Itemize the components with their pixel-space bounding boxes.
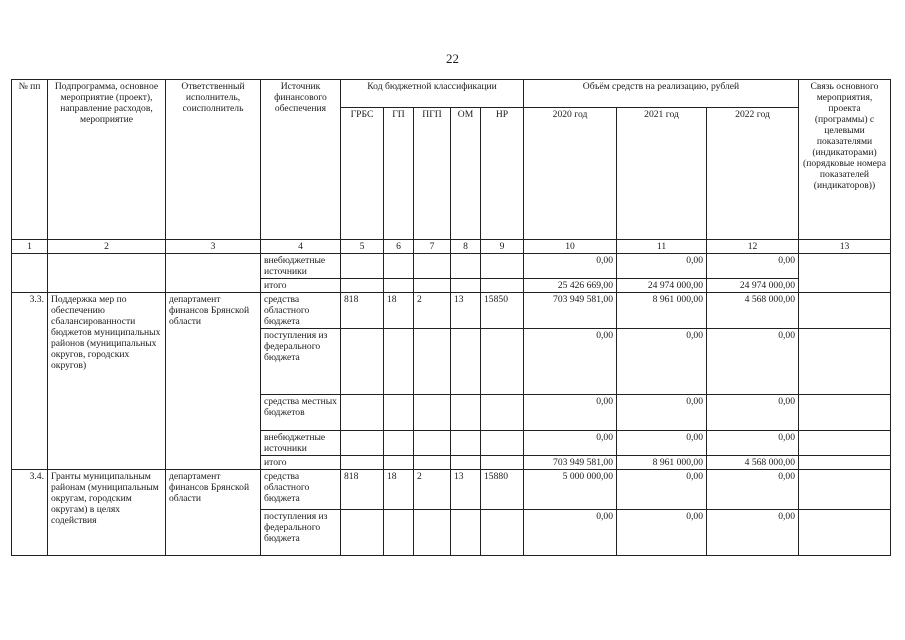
cell-empty bbox=[451, 254, 481, 279]
column-number: 9 bbox=[481, 240, 524, 254]
source-cell: итого bbox=[261, 456, 341, 470]
cell-empty bbox=[48, 254, 166, 293]
amount-2020: 0,00 bbox=[524, 395, 617, 431]
budget-table bbox=[11, 79, 891, 556]
source-cell: внебюджетные источники bbox=[261, 431, 341, 456]
amount-2020: 0,00 bbox=[524, 254, 617, 279]
cell-empty bbox=[166, 254, 261, 293]
cell-empty bbox=[481, 395, 524, 431]
pgp-cell: 2 bbox=[414, 293, 451, 329]
cell-empty bbox=[384, 456, 414, 470]
source-cell: средства местных бюджетов bbox=[261, 395, 341, 431]
cell-empty bbox=[384, 395, 414, 431]
cell-empty bbox=[341, 510, 384, 556]
gp-cell: 18 bbox=[384, 293, 414, 329]
source-cell: поступления из федерального бюджета bbox=[261, 510, 341, 556]
header-gp: ГП bbox=[384, 108, 414, 240]
amount-2022: 4 568 000,00 bbox=[707, 293, 799, 329]
grbs-cell: 818 bbox=[341, 470, 384, 510]
amount-2020: 25 426 669,00 bbox=[524, 279, 617, 293]
cell-empty bbox=[414, 510, 451, 556]
cell-empty bbox=[384, 329, 414, 395]
cell-empty bbox=[451, 279, 481, 293]
cell-empty bbox=[414, 456, 451, 470]
amount-2021: 8 961 000,00 bbox=[617, 456, 707, 470]
responsible-cell: департамент финансов Брянской области bbox=[166, 293, 261, 470]
link-cell bbox=[799, 431, 891, 456]
header-year-2022: 2022 год bbox=[707, 108, 799, 240]
cell-empty bbox=[12, 254, 48, 293]
amount-2022: 24 974 000,00 bbox=[707, 279, 799, 293]
cell-empty bbox=[481, 431, 524, 456]
cell-empty bbox=[384, 431, 414, 456]
header-col-amount: Объём средств на реализацию, рублей bbox=[524, 80, 799, 108]
header-pgp: ПГП bbox=[414, 108, 451, 240]
responsible-cell: департамент финансов Брянской области bbox=[166, 470, 261, 556]
amount-2022: 0,00 bbox=[707, 431, 799, 456]
header-col-budget-code: Код бюджетной классификации bbox=[341, 80, 524, 108]
link-cell bbox=[799, 456, 891, 470]
table-row bbox=[12, 293, 891, 329]
cell-empty bbox=[451, 329, 481, 395]
amount-2020: 703 949 581,00 bbox=[524, 293, 617, 329]
cell-empty bbox=[414, 279, 451, 293]
amount-2021: 0,00 bbox=[617, 470, 707, 510]
cell-empty bbox=[414, 431, 451, 456]
source-cell: средства областного бюджета bbox=[261, 470, 341, 510]
header-col-no: № пп bbox=[12, 80, 48, 240]
gp-cell: 18 bbox=[384, 470, 414, 510]
row-number: 3.4. bbox=[12, 470, 48, 556]
pgp-cell: 2 bbox=[414, 470, 451, 510]
amount-2020: 5 000 000,00 bbox=[524, 470, 617, 510]
cell-empty bbox=[341, 279, 384, 293]
amount-2022: 0,00 bbox=[707, 329, 799, 395]
amount-2021: 0,00 bbox=[617, 510, 707, 556]
source-cell: средства областного бюджета bbox=[261, 293, 341, 329]
header-nr: НР bbox=[481, 108, 524, 240]
cell-empty bbox=[481, 510, 524, 556]
source-cell: поступления из федерального бюджета bbox=[261, 329, 341, 395]
source-cell: итого bbox=[261, 279, 341, 293]
cell-empty bbox=[451, 456, 481, 470]
table-row bbox=[12, 470, 891, 510]
cell-empty bbox=[799, 254, 891, 293]
om-cell: 13 bbox=[451, 293, 481, 329]
cell-empty bbox=[451, 395, 481, 431]
column-number: 13 bbox=[799, 240, 891, 254]
amount-2020: 0,00 bbox=[524, 431, 617, 456]
column-number: 5 bbox=[341, 240, 384, 254]
header-year-2020: 2020 год bbox=[524, 108, 617, 240]
column-number: 12 bbox=[707, 240, 799, 254]
cell-empty bbox=[414, 395, 451, 431]
cell-empty bbox=[481, 254, 524, 279]
header-col-link: Связь основного мероприятия, проекта (программы) с целевыми показателями (индикаторами) (порядковые номера показателей (индикаторов)) bbox=[799, 80, 891, 240]
header-col-responsible: Ответственный исполнитель, соисполнитель bbox=[166, 80, 261, 240]
cell-empty bbox=[384, 279, 414, 293]
amount-2021: 0,00 bbox=[617, 254, 707, 279]
header-year-2021: 2021 год bbox=[617, 108, 707, 240]
page-number: 22 bbox=[446, 51, 459, 66]
amount-2022: 0,00 bbox=[707, 470, 799, 510]
cell-empty bbox=[341, 329, 384, 395]
om-cell: 13 bbox=[451, 470, 481, 510]
column-number: 7 bbox=[414, 240, 451, 254]
column-number: 11 bbox=[617, 240, 707, 254]
subprogram-name: Поддержка мер по обеспечению сбалансированности бюджетов муниципальных районов (муниципальных округов, городских округов) bbox=[48, 293, 166, 470]
column-number-row bbox=[12, 240, 891, 254]
header-om: ОМ bbox=[451, 108, 481, 240]
amount-2020: 0,00 bbox=[524, 510, 617, 556]
cell-empty bbox=[384, 254, 414, 279]
cell-empty bbox=[414, 254, 451, 279]
link-cell bbox=[799, 510, 891, 556]
amount-2021: 24 974 000,00 bbox=[617, 279, 707, 293]
grbs-cell: 818 bbox=[341, 293, 384, 329]
subprogram-name: Гранты муниципальным районам (муниципальным округам, городским округам) в целях содействия bbox=[48, 470, 166, 556]
column-number: 6 bbox=[384, 240, 414, 254]
cell-empty bbox=[481, 329, 524, 395]
column-number: 4 bbox=[261, 240, 341, 254]
column-number: 8 bbox=[451, 240, 481, 254]
amount-2022: 4 568 000,00 bbox=[707, 456, 799, 470]
row-number: 3.3. bbox=[12, 293, 48, 470]
column-number: 10 bbox=[524, 240, 617, 254]
cell-empty bbox=[451, 431, 481, 456]
header-row bbox=[12, 80, 891, 108]
amount-2021: 0,00 bbox=[617, 431, 707, 456]
link-cell bbox=[799, 470, 891, 510]
column-number: 3 bbox=[166, 240, 261, 254]
amount-2021: 0,00 bbox=[617, 395, 707, 431]
cell-empty bbox=[341, 395, 384, 431]
header-col-source: Источник финансового обеспечения bbox=[261, 80, 341, 240]
column-number: 1 bbox=[12, 240, 48, 254]
amount-2020: 703 949 581,00 bbox=[524, 456, 617, 470]
link-cell bbox=[799, 329, 891, 395]
amount-2022: 0,00 bbox=[707, 395, 799, 431]
amount-2022: 0,00 bbox=[707, 254, 799, 279]
cell-empty bbox=[481, 279, 524, 293]
header-grbs: ГРБС bbox=[341, 108, 384, 240]
amount-2022: 0,00 bbox=[707, 510, 799, 556]
nr-cell: 15880 bbox=[481, 470, 524, 510]
cell-empty bbox=[451, 510, 481, 556]
cell-empty bbox=[414, 329, 451, 395]
amount-2020: 0,00 bbox=[524, 329, 617, 395]
cell-empty bbox=[341, 456, 384, 470]
cell-empty bbox=[341, 431, 384, 456]
link-cell bbox=[799, 395, 891, 431]
header-col-subprogram: Подпрограмма, основное мероприятие (проект), направление расходов, мероприятие bbox=[48, 80, 166, 240]
source-cell: внебюджетные источники bbox=[261, 254, 341, 279]
nr-cell: 15850 bbox=[481, 293, 524, 329]
amount-2021: 8 961 000,00 bbox=[617, 293, 707, 329]
table-row bbox=[12, 254, 891, 279]
cell-empty bbox=[341, 254, 384, 279]
amount-2021: 0,00 bbox=[617, 329, 707, 395]
cell-empty bbox=[481, 456, 524, 470]
link-cell bbox=[799, 293, 891, 329]
column-number: 2 bbox=[48, 240, 166, 254]
cell-empty bbox=[384, 510, 414, 556]
